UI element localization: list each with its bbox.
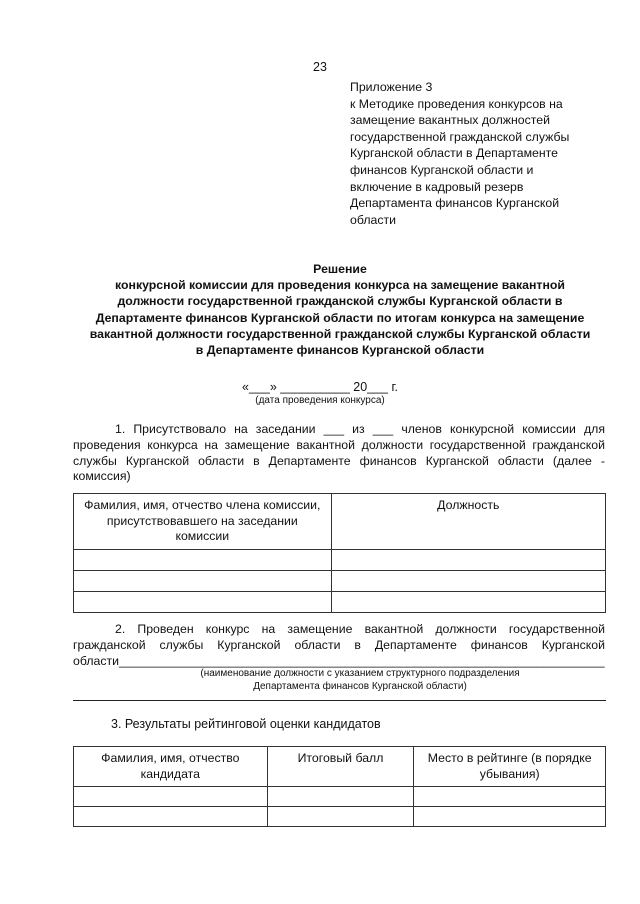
title-line: должности государственной гражданской службы Курганской области в — [117, 294, 563, 309]
date-line: «___» __________ 20___ г. — [242, 380, 398, 394]
title-line: вакантной должности государственной гражданской службы Курганской области — [89, 326, 591, 341]
rating-table — [73, 746, 606, 827]
table-row — [74, 807, 606, 827]
fill-in-line — [73, 700, 606, 701]
table-row — [74, 570, 606, 591]
table-cell — [414, 787, 606, 807]
rating-header-place: Место в рейтинге (в порядке убывания) — [414, 747, 606, 787]
table-cell — [74, 570, 332, 591]
appendix-block — [350, 79, 600, 228]
members-header-position: Должность — [331, 494, 605, 550]
section1-text: 1. Присутствовало на заседании ___ из ___ членов конкурсной комиссии для проведения конкурса на замещение вакантной должности государственной гражданской службы Курганской области в Департаменте финансов Курганской области (далее - комиссия) — [73, 422, 605, 484]
table-cell — [331, 549, 605, 570]
section2-text: 2. Проведен конкурс на замещение вакантной должности государственной гражданской службы Курганской области в Департаменте финансов Курганской области_______________________________________________________________________ — [73, 622, 605, 668]
document-title — [60, 261, 620, 358]
title-heading: Решение — [313, 262, 367, 276]
appendix-line: области — [350, 212, 396, 227]
table-row — [74, 591, 606, 612]
appendix-line: к Методике проведения конкурсов на — [350, 96, 563, 111]
position-caption-line: (наименование должности с указанием структурного подразделения — [200, 668, 520, 679]
appendix-line: финансов Курганской области и — [350, 162, 534, 177]
table-row — [74, 787, 606, 807]
table-cell — [74, 549, 332, 570]
appendix-line: Приложение 3 — [350, 80, 433, 94]
page-number: 23 — [313, 60, 327, 74]
position-caption-line: Департамента финансов Курганской области) — [253, 681, 467, 692]
table-cell — [414, 807, 606, 827]
table-cell — [267, 787, 414, 807]
appendix-line: государственной гражданской службы — [350, 129, 570, 144]
table-row — [74, 549, 606, 570]
rating-header-name: Фамилия, имя, отчество кандидата — [74, 747, 268, 787]
table-cell — [267, 807, 414, 827]
table-header-row — [74, 494, 606, 550]
table-cell — [331, 591, 605, 612]
title-line: в Департаменте финансов Курганской области — [195, 343, 485, 358]
table-cell — [74, 807, 268, 827]
title-line: Департаменте финансов Курганской области по итогам конкурса на замещение — [95, 310, 585, 325]
appendix-line: Курганской области в Департаменте — [350, 146, 558, 161]
section3-title: 3. Результаты рейтинговой оценки кандидатов — [111, 717, 381, 731]
table-cell — [74, 591, 332, 612]
members-table — [73, 493, 606, 613]
appendix-line: Департамента финансов Курганской — [350, 196, 560, 211]
appendix-line: замещение вакантных должностей — [350, 113, 550, 128]
table-cell — [74, 787, 268, 807]
section1-paragraph — [73, 422, 605, 485]
members-header-name: Фамилия, имя, отчество члена комиссии, присутствовавшего на заседании комиссии — [74, 494, 332, 550]
rating-header-score: Итоговый балл — [267, 747, 414, 787]
table-cell — [331, 570, 605, 591]
date-caption: (дата проведения конкурса) — [255, 395, 385, 406]
title-line: конкурсной комиссии для проведения конкурса на замещение вакантной — [115, 278, 565, 293]
section2-paragraph — [73, 622, 605, 669]
position-caption — [150, 667, 570, 693]
appendix-line: включение в кадровый резерв — [350, 179, 524, 194]
table-header-row — [74, 747, 606, 787]
